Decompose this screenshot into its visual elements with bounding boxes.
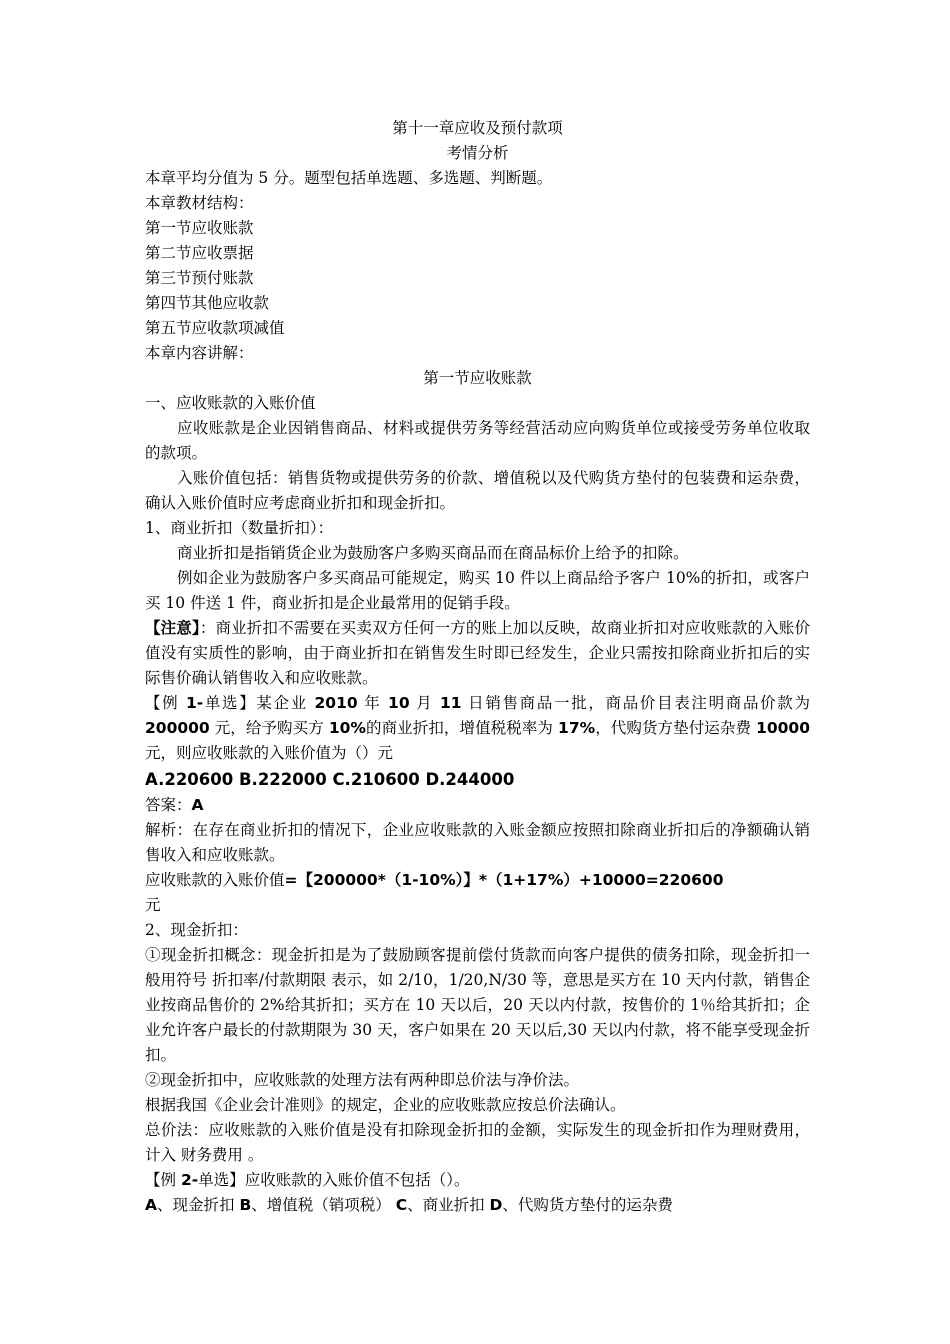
example-tag-open: 【例 (145, 694, 186, 712)
note-text: ：商业折扣不需要在买卖双方任何一方的账上加以反映，故商业折扣对应收账款的入账价值没有实质性的影响，由于商业折扣在销售发生时即已经发生，企业只需按扣除商业折扣后的实际售价确认销售收入和应收账款。 (145, 619, 810, 687)
example-text: 的商业折扣，增值税税率为 (365, 719, 559, 737)
paragraph: 应收账款是企业因销售商品、材料或提供劳务等经营活动应向购货单位或接受劳务单位收取的款项。 (145, 419, 810, 462)
answer-line (145, 793, 810, 818)
option-text: 、代购货方垫付的运杂费 (502, 1196, 673, 1214)
example-discount: 10% (328, 719, 366, 737)
paragraph: 总价法：应收账款的入账价值是没有扣除现金折扣的金额，实际发生的现金折扣作为理财费用，计入 财务费用 。 (145, 1121, 810, 1164)
example-type: 单选 (198, 1171, 230, 1189)
example-number: 2- (180, 1171, 199, 1189)
section-item: 第一节应收账款 (145, 219, 254, 237)
note-paragraph (145, 616, 810, 691)
formula-label: 应收账款的入账价值 (145, 871, 285, 889)
example-tag-close: 】 (229, 1171, 245, 1189)
paragraph: 例如企业为鼓励客户多买商品可能规定，购买 10 件以上商品给予客户 10%的折扣，或客户买 10 件送 1 件，商业折扣是企业最常用的促销手段。 (145, 569, 810, 612)
example-month: 10 (388, 694, 410, 712)
subheading: 1、商业折扣（数量折扣）： (145, 519, 334, 537)
subheading: 2、现金折扣： (145, 921, 248, 939)
example-text: 某企业 (256, 694, 315, 712)
example-1-options: A.220600 B.222000 C.210600 D.244000 (145, 770, 515, 789)
option-letter: A (145, 1196, 157, 1214)
intro-text: 本章平均分值为 5 分。题型包括单选题、多选题、判断题。 (145, 169, 553, 187)
structure-label: 本章教材结构： (145, 194, 254, 212)
example-2 (145, 1168, 810, 1193)
note-tag: 【注意】 (145, 619, 200, 637)
example-vat: 17% (558, 719, 596, 737)
example-amount: 200000 (145, 719, 210, 737)
content-label: 本章内容讲解： (145, 344, 254, 362)
example-day: 11 (439, 694, 462, 712)
example-2-options (145, 1193, 810, 1218)
section-item: 第五节应收款项减值 (145, 319, 285, 337)
example-1 (145, 691, 810, 766)
document-page (145, 116, 810, 1218)
option-text: 、现金折扣 (157, 1196, 240, 1214)
paragraph: 商业折扣是指销货企业为鼓励客户多购买商品而在商品标价上给予的扣除。 (177, 544, 689, 562)
analysis-paragraph: 解析：在存在商业折扣的情况下，企业应收账款的入账金额应按照扣除商业折扣后的净额确认销售收入和应收账款。 (145, 821, 810, 864)
example-tag-open: 【例 (145, 1171, 181, 1189)
example-text: 日销售商品一批，商品价目表注明商品价款为 (461, 694, 810, 712)
chapter-subtitle: 考情分析 (446, 144, 509, 162)
paragraph: 入账价值包括：销售货物或提供劳务的价款、增值税以及代购货方垫付的包装费和运杂费，确认入账价值时应考虑商业折扣和现金折扣。 (145, 469, 810, 512)
answer-label: 答案： (145, 796, 192, 814)
answer-value: A (191, 796, 204, 814)
example-text: 应收账款的入账价值不包括（）。 (244, 1171, 470, 1189)
paragraph: 根据我国《企业会计准则》的规定，企业的应收账款应按总价法确认。 (145, 1096, 626, 1114)
example-text: ，代购货方垫付运杂费 (595, 719, 757, 737)
example-freight: 10000 (756, 719, 810, 737)
example-text: 元，则应收账款的入账价值为（）元 (145, 744, 394, 762)
formula-line (145, 868, 810, 918)
example-type: 单选 (203, 694, 240, 712)
section-item: 第二节应收票据 (145, 244, 254, 262)
section-item: 第四节其他应收款 (145, 294, 270, 312)
section-item: 第三节预付账款 (145, 269, 254, 287)
example-text: 月 (409, 694, 440, 712)
option-letter: C (395, 1196, 408, 1214)
example-number: 1- (185, 694, 204, 712)
formula-unit: 元 (145, 896, 161, 914)
example-year: 2010 (314, 694, 358, 712)
option-letter: B (239, 1196, 252, 1214)
paragraph: ②现金折扣中，应收账款的处理方法有两种即总价法与净价法。 (145, 1071, 580, 1089)
option-letter: D (489, 1196, 503, 1214)
option-text: 、增值税（销项税） (251, 1196, 396, 1214)
option-text: 、商业折扣 (407, 1196, 490, 1214)
paragraph: ①现金折扣概念：现金折扣是为了鼓励顾客提前偿付货款而向客户提供的债务扣除，现金折扣一般用符号 折扣率/付款期限 表示，如 2/10，1/20,N/30 等，意思是买方在 10 天内付款，销售企业按商品售价的 2%给其折扣；买方在 10 天以后，20 天以内付款，按售价的 1％给其折扣；企业允许客户最长的付款期限为 30 天，客户如果在 20 天以后,30 天以内付款，将不能享受现金折扣。 (145, 946, 810, 1064)
example-text: 元，给予购买方 (209, 719, 329, 737)
chapter-title: 第十一章应收及预付款项 (392, 119, 563, 137)
example-text: 年 (357, 694, 389, 712)
subheading: 一、应收账款的入账价值 (145, 394, 316, 412)
example-tag-close: 】 (239, 694, 257, 712)
section-heading: 第一节应收账款 (423, 369, 532, 387)
formula-expression: =【200000*（1-10%）】*（1+17%）+10000=220600 (284, 871, 724, 889)
